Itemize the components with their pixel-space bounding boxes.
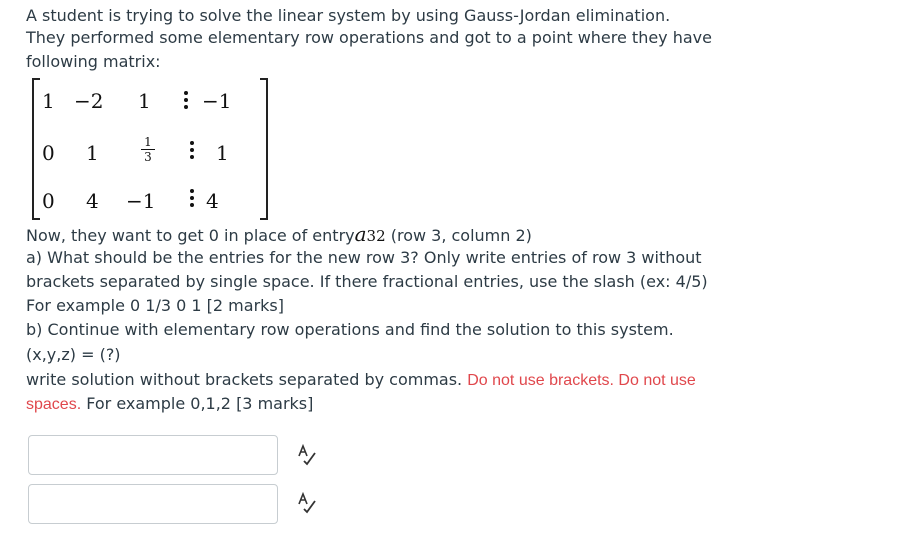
part-b-warning-cont: spaces. <box>26 396 82 413</box>
matrix-right-bracket <box>260 78 268 220</box>
question-text-line-3: following matrix: <box>26 52 161 71</box>
answer-b-input[interactable] <box>28 484 278 524</box>
question-text-line-2: They performed some elementary row operations and got to a point where they have <box>26 28 712 47</box>
part-b-warning: Do not use brackets. Do not use <box>467 372 696 389</box>
matrix-r2-c4: 1 <box>216 141 229 165</box>
spell-check-icon[interactable] <box>296 492 318 514</box>
entry-variable: a <box>354 222 367 246</box>
matrix-r2-c3-fraction <box>141 136 155 163</box>
fraction-numerator: 1 <box>144 135 152 149</box>
part-b-line-3-text: write solution without brackets separated by commas. <box>26 370 468 389</box>
matrix-r1-c1: 1 <box>42 89 55 113</box>
instruction-now-pre: Now, they want to get 0 in place of entry <box>26 226 355 245</box>
matrix-r1-divider <box>184 88 188 112</box>
matrix-r1-c2: −2 <box>74 89 104 113</box>
entry-subscript: 32 <box>366 227 386 245</box>
matrix-r3-c1: 0 <box>42 189 55 213</box>
part-b-line-4 <box>26 394 313 415</box>
matrix-r2-divider <box>190 138 194 162</box>
fraction-denominator: 3 <box>144 150 152 164</box>
answer-a-input[interactable] <box>28 435 278 475</box>
part-b-line-3 <box>26 370 696 391</box>
part-b-line-2: (x,y,z) = (?) <box>26 345 121 364</box>
part-a-line-3: For example 0 1/3 0 1 [2 marks] <box>26 296 284 315</box>
part-a-line-1: a) What should be the entries for the new row 3? Only write entries of row 3 without <box>26 248 702 267</box>
matrix-r3-divider <box>190 186 194 210</box>
augmented-matrix <box>26 78 246 216</box>
spell-check-icon[interactable] <box>296 444 318 466</box>
matrix-r3-c2: 4 <box>86 189 99 213</box>
matrix-r2-c2: 1 <box>86 141 99 165</box>
matrix-r2-c1: 0 <box>42 141 55 165</box>
question-text-line-1: A student is trying to solve the linear system by using Gauss-Jordan elimination. <box>26 6 671 25</box>
part-b-line-4-text: For example 0,1,2 [3 marks] <box>81 394 314 413</box>
matrix-r3-c4: 4 <box>206 189 219 213</box>
instruction-line-now <box>26 224 532 246</box>
part-b-line-1: b) Continue with elementary row operations and find the solution to this system. <box>26 320 674 339</box>
instruction-now-post: (row 3, column 2) <box>385 226 532 245</box>
matrix-r1-c4: −1 <box>202 89 232 113</box>
part-a-line-2: brackets separated by single space. If there fractional entries, use the slash (ex: 4/5) <box>26 272 708 291</box>
matrix-left-bracket <box>32 78 40 220</box>
matrix-r1-c3: 1 <box>138 89 151 113</box>
matrix-r3-c3: −1 <box>126 189 156 213</box>
